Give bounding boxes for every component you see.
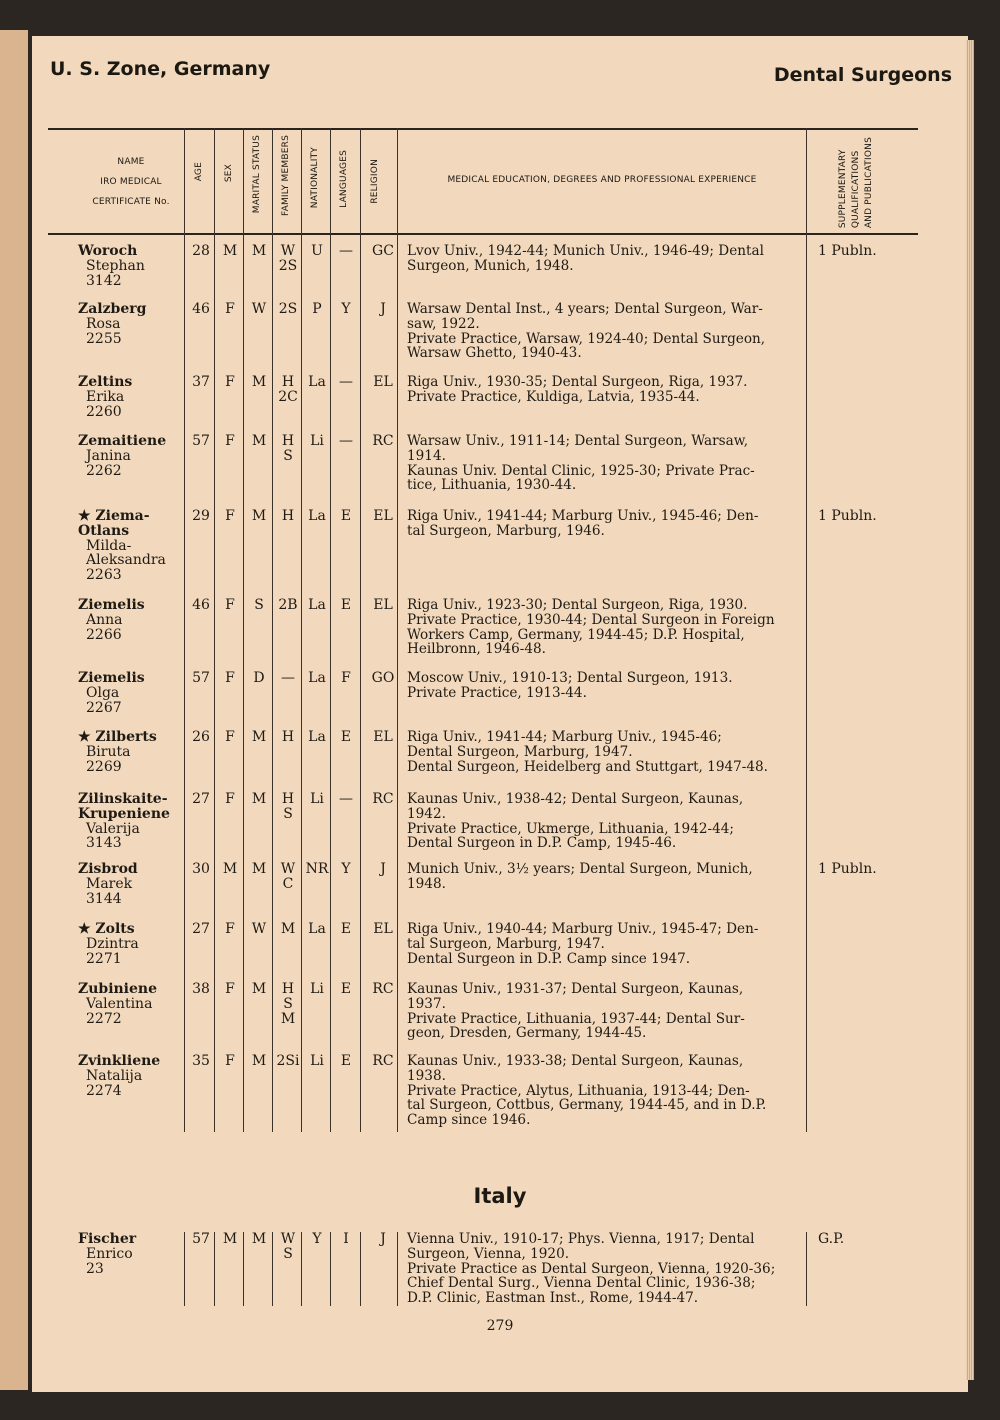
age: 57: [192, 670, 210, 686]
education-line: Private Practice as Dental Surgeon, Vienna, 1920-36;: [407, 1260, 776, 1277]
education-line: 1948.: [407, 875, 446, 892]
surname: Krupeniene: [78, 805, 170, 822]
sex: M: [222, 1231, 238, 1247]
education-line: 1938.: [407, 1067, 446, 1084]
education-line: Private Practice, Kuldiga, Latvia, 1935-44.: [407, 388, 700, 405]
sex: M: [222, 861, 238, 877]
certificate-number: 2271: [86, 950, 122, 967]
language: —: [339, 374, 353, 390]
nationality: P: [312, 301, 322, 317]
religion: RC: [372, 433, 394, 449]
col-cert-label: CERTIFICATE No.: [92, 197, 170, 207]
header-top-rule: [48, 128, 918, 130]
given-name: Natalija: [86, 1067, 143, 1084]
education-line: Riga Univ., 1930-35; Dental Surgeon, Riga, 1937.: [407, 374, 748, 390]
marital: M: [251, 981, 267, 997]
certificate-number: 2272: [86, 1010, 122, 1027]
education-line: tal Surgeon, Marburg, 1946.: [407, 522, 605, 539]
marital: M: [251, 1231, 267, 1247]
surname: Zemaitiene: [78, 433, 167, 449]
col-age-header: AGE: [194, 162, 204, 182]
age: 27: [192, 791, 210, 807]
surname: Fischer: [78, 1231, 137, 1247]
certificate-number: 2269: [86, 758, 122, 775]
language: —: [339, 791, 353, 807]
family-members: C: [282, 875, 294, 892]
education-line: Riga Univ., 1941-44; Marburg Univ., 1945-46;: [407, 729, 722, 745]
certificate-number: 2267: [86, 699, 122, 716]
education-line: D.P. Clinic, Eastman Inst., Rome, 1944-47.: [407, 1290, 699, 1307]
given-name: Enrico: [86, 1245, 133, 1262]
religion: J: [380, 861, 386, 877]
marital: M: [251, 433, 267, 449]
sex: F: [225, 791, 235, 807]
religion: J: [380, 301, 386, 317]
language: —: [339, 243, 353, 259]
nationality: La: [308, 508, 326, 524]
language: Y: [341, 301, 351, 317]
col-family-header: FAMILY MEMBERS: [281, 135, 291, 216]
sex: F: [225, 729, 235, 745]
family-members: H: [281, 791, 295, 807]
col-supp-line2: QUALIFICATIONS: [851, 150, 861, 229]
marital: W: [251, 301, 267, 317]
age: 27: [192, 921, 210, 937]
family-members: H: [281, 729, 295, 745]
family-members: 2S: [278, 301, 298, 317]
family-members: W: [280, 243, 296, 259]
given-name: Aleksandra: [86, 552, 166, 569]
given-name: Olga: [86, 684, 120, 701]
sex: F: [225, 670, 235, 686]
education-line: Surgeon, Vienna, 1920.: [407, 1245, 570, 1262]
education-line: Heilbronn, 1946-48.: [407, 641, 546, 658]
education-line: tice, Lithuania, 1930-44.: [407, 477, 577, 494]
education-line: Warsaw Dental Inst., 4 years; Dental Surgeon, War-: [407, 301, 763, 317]
family-members: 2C: [278, 388, 298, 405]
column-rule: [806, 128, 807, 1132]
certificate-number: 3142: [86, 272, 122, 289]
education-line: Workers Camp, Germany, 1944-45; D.P. Hospital,: [407, 626, 745, 643]
education-line: 1942.: [407, 805, 446, 822]
sex: F: [225, 301, 235, 317]
sex: F: [225, 508, 235, 524]
col-supp-header: [837, 137, 876, 228]
education-line: tal Surgeon, Cottbus, Germany, 1944-45, and in D.P.: [407, 1097, 767, 1114]
surname: Zalzberg: [78, 301, 147, 317]
language: E: [340, 508, 352, 524]
language: E: [340, 921, 352, 937]
education-line: Kaunas Univ., 1938-42; Dental Surgeon, Kaunas,: [407, 791, 744, 807]
language: Y: [341, 861, 351, 877]
education-line: Private Practice, Lithuania, 1937-44; Dental Sur-: [407, 1010, 745, 1027]
supplementary: 1 Publn.: [818, 243, 877, 259]
family-members: —: [281, 670, 295, 686]
education-line: geon, Dresden, Germany, 1944-45.: [407, 1025, 647, 1042]
nationality: Li: [310, 981, 324, 997]
col-marital-header: MARITAL STATUS: [252, 135, 262, 214]
religion: EL: [373, 597, 393, 613]
marital: M: [251, 508, 267, 524]
surname: Woroch: [78, 243, 138, 259]
age: 57: [192, 1231, 210, 1247]
religion: J: [380, 1231, 386, 1247]
education-line: Dental Surgeon, Marburg, 1947.: [407, 743, 633, 760]
given-name: Valerija: [86, 820, 140, 837]
marital: S: [254, 597, 264, 613]
nationality: La: [308, 921, 326, 937]
religion: RC: [372, 791, 394, 807]
family-members: M: [280, 1010, 296, 1027]
family-members: H: [281, 981, 295, 997]
family-members: S: [283, 1245, 293, 1262]
certificate-number: 2274: [86, 1082, 122, 1099]
age: 37: [192, 374, 210, 390]
education-line: Kaunas Univ., 1933-38; Dental Surgeon, Kaunas,: [407, 1053, 744, 1069]
given-name: Stephan: [86, 257, 145, 274]
family-members: M: [280, 921, 296, 937]
given-name: Marek: [86, 875, 133, 892]
family-members: H: [281, 433, 295, 449]
family-members: 2B: [278, 597, 298, 613]
family-members: S: [283, 995, 293, 1012]
nationality: La: [308, 670, 326, 686]
certificate-number: 23: [86, 1260, 104, 1277]
nationality: Li: [310, 433, 324, 449]
col-iro-label: IRO MEDICAL: [100, 177, 162, 187]
nationality: Li: [310, 791, 324, 807]
col-religion-header: RELIGION: [370, 159, 380, 204]
religion: EL: [373, 729, 393, 745]
education-line: Lvov Univ., 1942-44; Munich Univ., 1946-49; Dental: [407, 243, 764, 259]
certificate-number: 2263: [86, 567, 122, 584]
education-line: 1937.: [407, 995, 446, 1012]
marital: W: [251, 921, 267, 937]
family-members: 2Si: [276, 1053, 300, 1069]
religion: RC: [372, 1053, 394, 1069]
sex: F: [225, 433, 235, 449]
education-line: Private Practice, Ukmerge, Lithuania, 1942-44;: [407, 820, 734, 837]
given-name: Valentina: [86, 995, 153, 1012]
supplementary: 1 Publn.: [818, 861, 877, 877]
supplementary: 1 Publn.: [818, 508, 877, 524]
education-line: Dental Surgeon in D.P. Camp since 1947.: [407, 950, 691, 967]
marital: M: [251, 243, 267, 259]
given-name: Janina: [86, 447, 131, 464]
given-name: Erika: [86, 388, 125, 405]
surname: Ziemelis: [78, 597, 145, 613]
certificate-number: 3143: [86, 835, 122, 852]
language: E: [340, 597, 352, 613]
certificate-number: 3144: [86, 890, 122, 907]
surname: ★ Zilberts: [78, 729, 157, 745]
education-line: Dental Surgeon in D.P. Camp, 1945-46.: [407, 835, 677, 852]
education-line: 1914.: [407, 447, 446, 464]
given-name: Biruta: [86, 743, 131, 760]
given-name: Dzintra: [86, 935, 139, 952]
marital: M: [251, 729, 267, 745]
page-edge-stack: [966, 40, 974, 1380]
education-line: Riga Univ., 1940-44; Marburg Univ., 1945-47; Den-: [407, 921, 759, 937]
given-name: Rosa: [86, 315, 121, 332]
column-rule: [806, 1232, 807, 1306]
education-line: Riga Univ., 1923-30; Dental Surgeon, Riga, 1930.: [407, 597, 748, 613]
education-line: Munich Univ., 3½ years; Dental Surgeon, Munich,: [407, 861, 753, 877]
education-line: Camp since 1946.: [407, 1112, 531, 1129]
education-line: tal Surgeon, Marburg, 1947.: [407, 935, 605, 952]
family-members: S: [283, 805, 293, 822]
certificate-number: 2255: [86, 330, 122, 347]
running-header-right: Dental Surgeons: [773, 64, 952, 86]
marital: M: [251, 861, 267, 877]
surname: ★ Zolts: [78, 921, 135, 937]
education-line: Dental Surgeon, Heidelberg and Stuttgart, 1947-48.: [407, 758, 768, 775]
certificate-number: 2262: [86, 462, 122, 479]
nationality: La: [308, 597, 326, 613]
col-supp-line1: SUPPLEMENTARY: [838, 149, 848, 229]
nationality: NR: [305, 861, 329, 877]
age: 30: [192, 861, 210, 877]
surname: Zubiniene: [78, 981, 157, 997]
education-line: Private Practice, Alytus, Lithuania, 1913-44; Den-: [407, 1082, 750, 1099]
nationality: Y: [312, 1231, 322, 1247]
sex: F: [225, 1053, 235, 1069]
language: E: [340, 729, 352, 745]
marital: M: [251, 1053, 267, 1069]
education-line: Private Practice, Warsaw, 1924-40; Dental Surgeon,: [407, 330, 766, 347]
surname: Zvinkliene: [78, 1053, 161, 1069]
col-languages-header: LANGUAGES: [339, 150, 349, 208]
given-name: Anna: [86, 611, 123, 628]
family-members: W: [280, 861, 296, 877]
surname: Zeltins: [78, 374, 133, 390]
language: F: [341, 670, 351, 686]
age: 46: [192, 301, 210, 317]
nationality: U: [311, 243, 323, 259]
running-header-left: U. S. Zone, Germany: [50, 58, 271, 80]
language: I: [343, 1231, 349, 1247]
education-line: saw, 1922.: [407, 315, 480, 332]
col-sex-header: SEX: [224, 164, 234, 183]
education-line: Warsaw Univ., 1911-14; Dental Surgeon, Warsaw,: [407, 433, 749, 449]
religion: EL: [373, 374, 393, 390]
family-members: S: [283, 447, 293, 464]
language: —: [339, 433, 353, 449]
marital: M: [251, 791, 267, 807]
age: 28: [192, 243, 210, 259]
religion: GC: [372, 243, 394, 259]
family-members: W: [280, 1231, 296, 1247]
education-line: Chief Dental Surg., Vienna Dental Clinic, 1936-38;: [407, 1275, 756, 1292]
marital: D: [253, 670, 265, 686]
section-title-italy: Italy: [473, 1184, 527, 1208]
age: 35: [192, 1053, 210, 1069]
col-name-label: NAME: [117, 157, 145, 167]
education-line: Private Practice, 1930-44; Dental Surgeon in Foreign: [407, 611, 775, 628]
col-supp-line3: AND PUBLICATIONS: [864, 137, 874, 229]
sex: F: [225, 597, 235, 613]
religion: EL: [373, 921, 393, 937]
marital: M: [251, 374, 267, 390]
surname: ★ Ziema-: [78, 508, 150, 524]
education-line: Kaunas Univ., 1931-37; Dental Surgeon, Kaunas,: [407, 981, 744, 997]
age: 38: [192, 981, 210, 997]
page-number: 279: [486, 1318, 514, 1334]
religion: EL: [373, 508, 393, 524]
nationality: Li: [310, 1053, 324, 1069]
surname: Ziemelis: [78, 670, 145, 686]
education-line: Vienna Univ., 1910-17; Phys. Vienna, 1917; Dental: [407, 1231, 755, 1247]
nationality: La: [308, 374, 326, 390]
age: 46: [192, 597, 210, 613]
age: 57: [192, 433, 210, 449]
education-line: Kaunas Univ. Dental Clinic, 1925-30; Private Prac-: [407, 462, 755, 479]
header-bottom-rule: [48, 233, 918, 235]
sex: M: [222, 243, 238, 259]
education-line: Warsaw Ghetto, 1940-43.: [407, 345, 582, 362]
supplementary: G.P.: [818, 1231, 845, 1247]
nationality: La: [308, 729, 326, 745]
education-line: Riga Univ., 1941-44; Marburg Univ., 1945-46; Den-: [407, 508, 759, 524]
education-line: Moscow Univ., 1910-13; Dental Surgeon, 1913.: [407, 670, 733, 686]
religion: GO: [371, 670, 395, 686]
education-line: Private Practice, 1913-44.: [407, 684, 587, 701]
surname: Otlans: [78, 522, 130, 539]
religion: RC: [372, 981, 394, 997]
surname: Zisbrod: [78, 861, 138, 877]
age: 29: [192, 508, 210, 524]
col-education-header: MEDICAL EDUCATION, DEGREES AND PROFESSIONAL EXPERIENCE: [447, 175, 757, 185]
certificate-number: 2260: [86, 403, 122, 420]
language: E: [340, 1053, 352, 1069]
family-members: 2S: [278, 257, 298, 274]
sex: F: [225, 921, 235, 937]
sex: F: [225, 981, 235, 997]
age: 26: [192, 729, 210, 745]
sex: F: [225, 374, 235, 390]
education-line: Surgeon, Munich, 1948.: [407, 257, 574, 274]
surname: Zilinskaite-: [78, 791, 168, 807]
certificate-number: 2266: [86, 626, 122, 643]
given-name: Milda-: [86, 537, 132, 554]
col-nationality-header: NATIONALITY: [310, 147, 320, 209]
family-members: H: [281, 508, 295, 524]
family-members: H: [281, 374, 295, 390]
language: E: [340, 981, 352, 997]
